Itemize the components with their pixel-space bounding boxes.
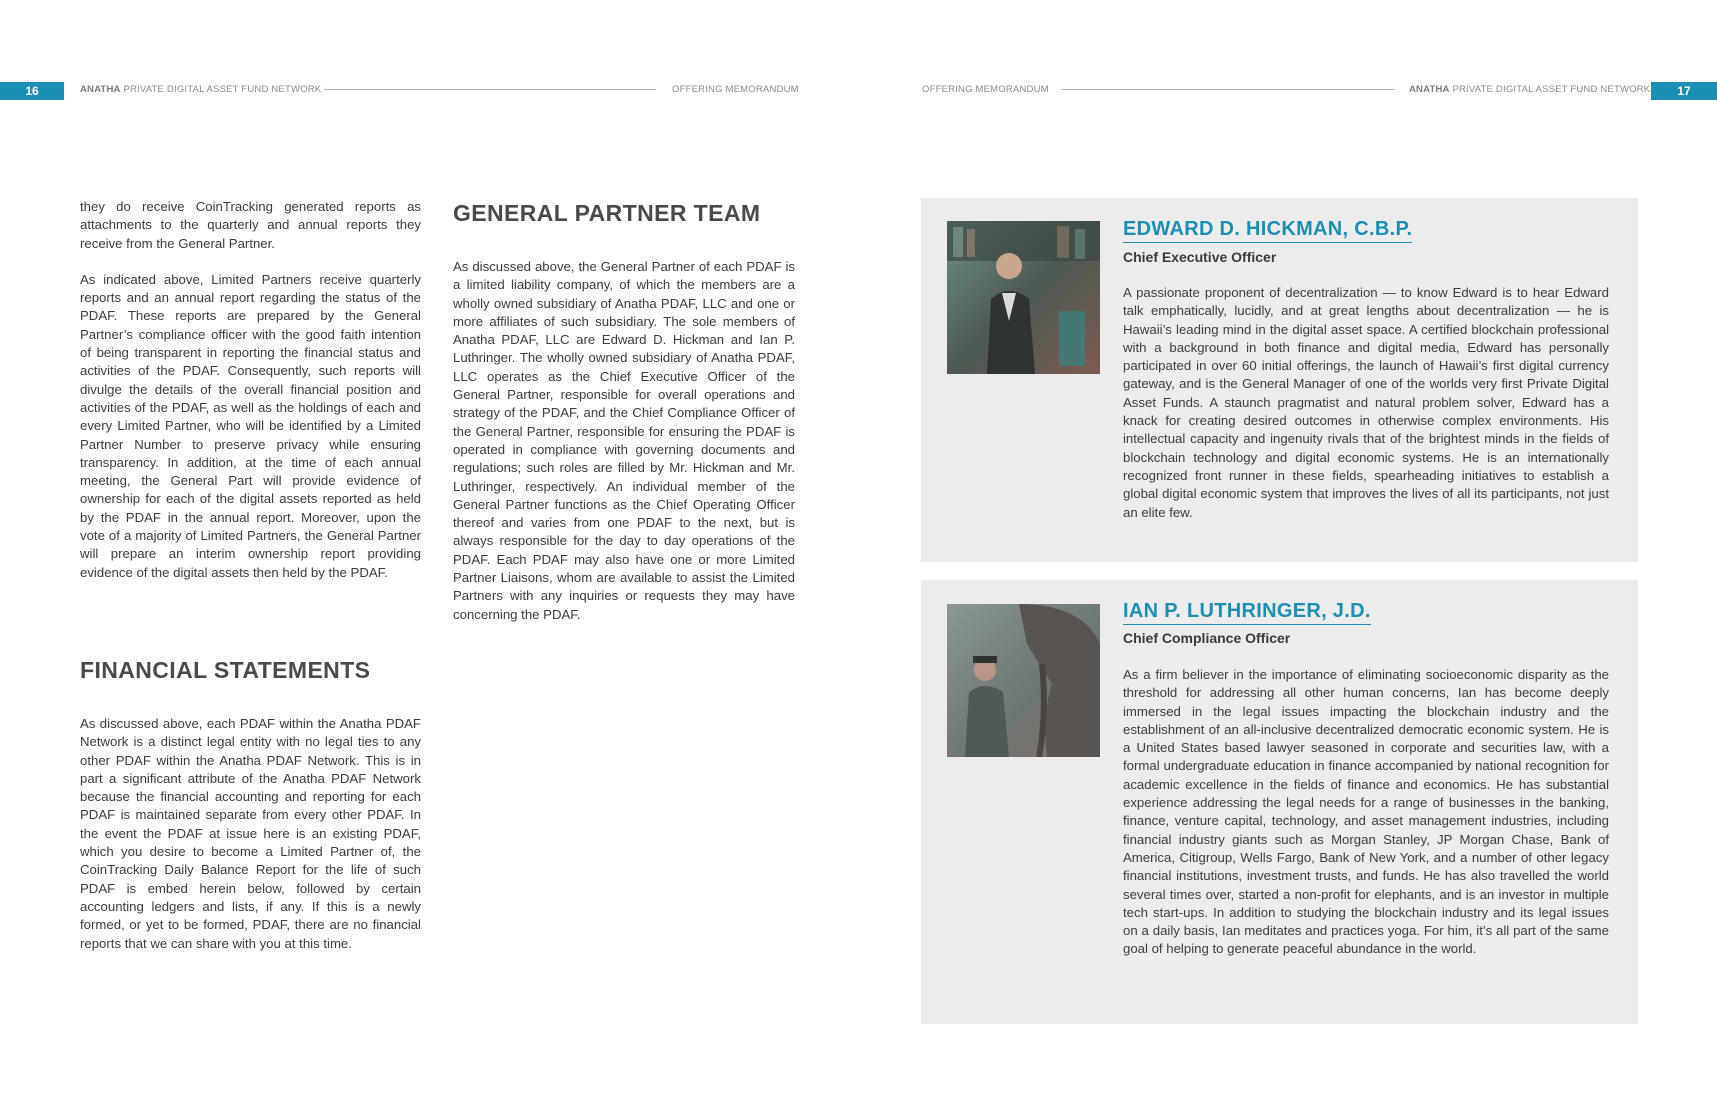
portrait-photo — [947, 221, 1100, 374]
brand-strong: ANATHA — [80, 84, 121, 95]
brand-rest: PRIVATE DIGITAL ASSET FUND NETWORK — [120, 84, 322, 95]
general-partner-team-heading: GENERAL PARTNER TEAM — [453, 200, 761, 226]
team-card-edward — [921, 198, 1638, 562]
header-rule-right — [1061, 89, 1395, 90]
header-section-left: OFFERING MEMORANDUM — [672, 84, 799, 95]
team-member-role: Chief Executive Officer — [1123, 249, 1277, 265]
financial-statements-heading: FINANCIAL STATEMENTS — [80, 657, 371, 683]
team-member-bio: A passionate proponent of decentralization — to know Edward is to hear Edward talk emphatically, lucidly, and at great lengths about decentralization — he is Hawaii’s leading mind in the digital asset space. A certified blockchain professional with a background in both finance and digital media, Edward has personally participated in over 60 initial offerings, the launch of Hawaii’s first digital currency gateway, and is the General Manager of one of the worlds very first Private Digital Asset Funds. A staunch pragmatist and natural problem solver, Edward has a knack for creating desired outcomes in otherwise complex environments. His intellectual capacity and ingenuity rivals that of the brightest minds in the fields of blockchain technology and digital economic systems. He is an internationally recognized front runner in these fields, spearheading initiatives to establish a global digital economic system that improves the lives of all its participants, not just an elite few. — [1123, 285, 1609, 520]
paragraph: As discussed above, each PDAF within the Anatha PDAF Network is a distinct legal entity with no legal ties to any other PDAF within the Anatha PDAF Network. This is in part a significant attribute of the Anatha PDAF Network because the financial accounting and reporting for each PDAF is maintained separate from every other PDAF. In the event the PDAF at issue here is an existing PDAF, which you desire to become a Limited Partner of, the CoinTracking Daily Balance Report for the life of such PDAF is embed herein below, followed by certain accounting ledgers and lists, if any. If this is a newly formed, or yet to be formed, PDAF, there are no financial reports that we can share with you at this time. — [80, 716, 421, 951]
paragraph: As discussed above, the General Partner of each PDAF is a limited liability company, of which the members are a wholly owned subsidiary of Anatha PDAF, LLC and one or more affiliates of such subsidiary. The sole members of Anatha PDAF, LLC are Edward D. Hickman and Ian P. Luthringer. The wholly owned subsidiary of Anatha PDAF, LLC operates as the Chief Executive Officer of the General Partner, responsible for overall operations and strategy of the PDAF, and the Chief Compliance Officer of the General Partner, responsible for ensuring the PDAF is operated in compliance with governing documents and regulations; such roles are filled by Mr. Hickman and Mr. Luthringer, respectively. An individual member of the General Partner functions as the Chief Operating Officer thereof and varies from one PDAF to the next, but is always responsible for the day to day operations of the PDAF. Each PDAF may also have one or more Limited Partner Liaisons, whom are available to assist the Limited Partners with any inquiries or requests they may have concerning the PDAF. — [453, 259, 795, 622]
header-brand-left — [80, 84, 321, 95]
portrait-photo — [947, 604, 1100, 757]
team-member-name: EDWARD D. HICKMAN, C.B.P. — [1123, 218, 1412, 243]
team-member-bio: As a firm believer in the importance of eliminating socioeconomic disparity as the threshold for addressing all other human concerns, Ian has become deeply immersed in the legal issues impacting the blockchain industry and the establishment of an all-inclusive decentralized democratic economic system. He is a United States based lawyer seasoned in corporate and securities law, with a formal undergraduate education in finance accompanied by national recognition for academic excellence in the fields of finance and economics. He has substantial experience addressing the legal needs for a range of businesses in the banking, finance, venture capital, technology, and asset management industries, including financial industry giants such as Morgan Stanley, JP Morgan Chase, Bank of America, Citigroup, Wells Fargo, Bank of New York, and a number of other legacy financial institutions, investment trusts, and funds. He has also travelled the world several times over, started a non-profit for elephants, and is an investor in multiple tech start-ups. In addition to studying the blockchain industry and its legal issues on a daily basis, Ian meditates and practices yoga. For him, it’s all part of the same goal of helping to generate peaceful abundance in the world. — [1123, 667, 1609, 957]
page-number-right: 17 — [1651, 82, 1717, 100]
header-brand-right — [1409, 84, 1650, 95]
brand-rest: PRIVATE DIGITAL ASSET FUND NETWORK — [1449, 84, 1651, 95]
team-member-role: Chief Compliance Officer — [1123, 630, 1291, 646]
header-rule-left — [324, 89, 656, 90]
paragraph: As indicated above, Limited Partners receive quarterly reports and an annual report regarding the status of the PDAF. These reports are prepared by the General Partner’s compliance officer with the good faith intention of being transparent in reporting the financial status and activities of the PDAF. Consequently, such reports will divulge the details of the overall financial position and activities of the PDAF, as well as the holdings of each and every Limited Partner, who will be identified by a Limited Partner Number to preserve privacy while ensuring transparency. In addition, at the time of each annual meeting, the General Part will provide evidence of ownership for each of the digital assets reported as held by the PDAF in the annual report. Moreover, upon the vote of a majority of Limited Partners, the General Partner will prepare an interim ownership report providing evidence of the digital assets then held by the PDAF. — [80, 271, 421, 580]
team-card-ian — [921, 580, 1638, 1024]
team-member-name: IAN P. LUTHRINGER, J.D. — [1123, 600, 1371, 625]
left-column-top — [80, 198, 421, 600]
paragraph: they do receive CoinTracking generated reports as attachments to the quarterly and annual reports they receive from the General Partner. — [80, 199, 421, 251]
page-number-left: 16 — [0, 82, 64, 100]
header-section-right: OFFERING MEMORANDUM — [922, 84, 1049, 95]
middle-column — [453, 258, 795, 642]
left-column-bottom — [80, 715, 421, 971]
portrait-image-icon — [947, 604, 1100, 757]
portrait-image-icon — [947, 221, 1100, 374]
brand-strong: ANATHA — [1409, 84, 1450, 95]
